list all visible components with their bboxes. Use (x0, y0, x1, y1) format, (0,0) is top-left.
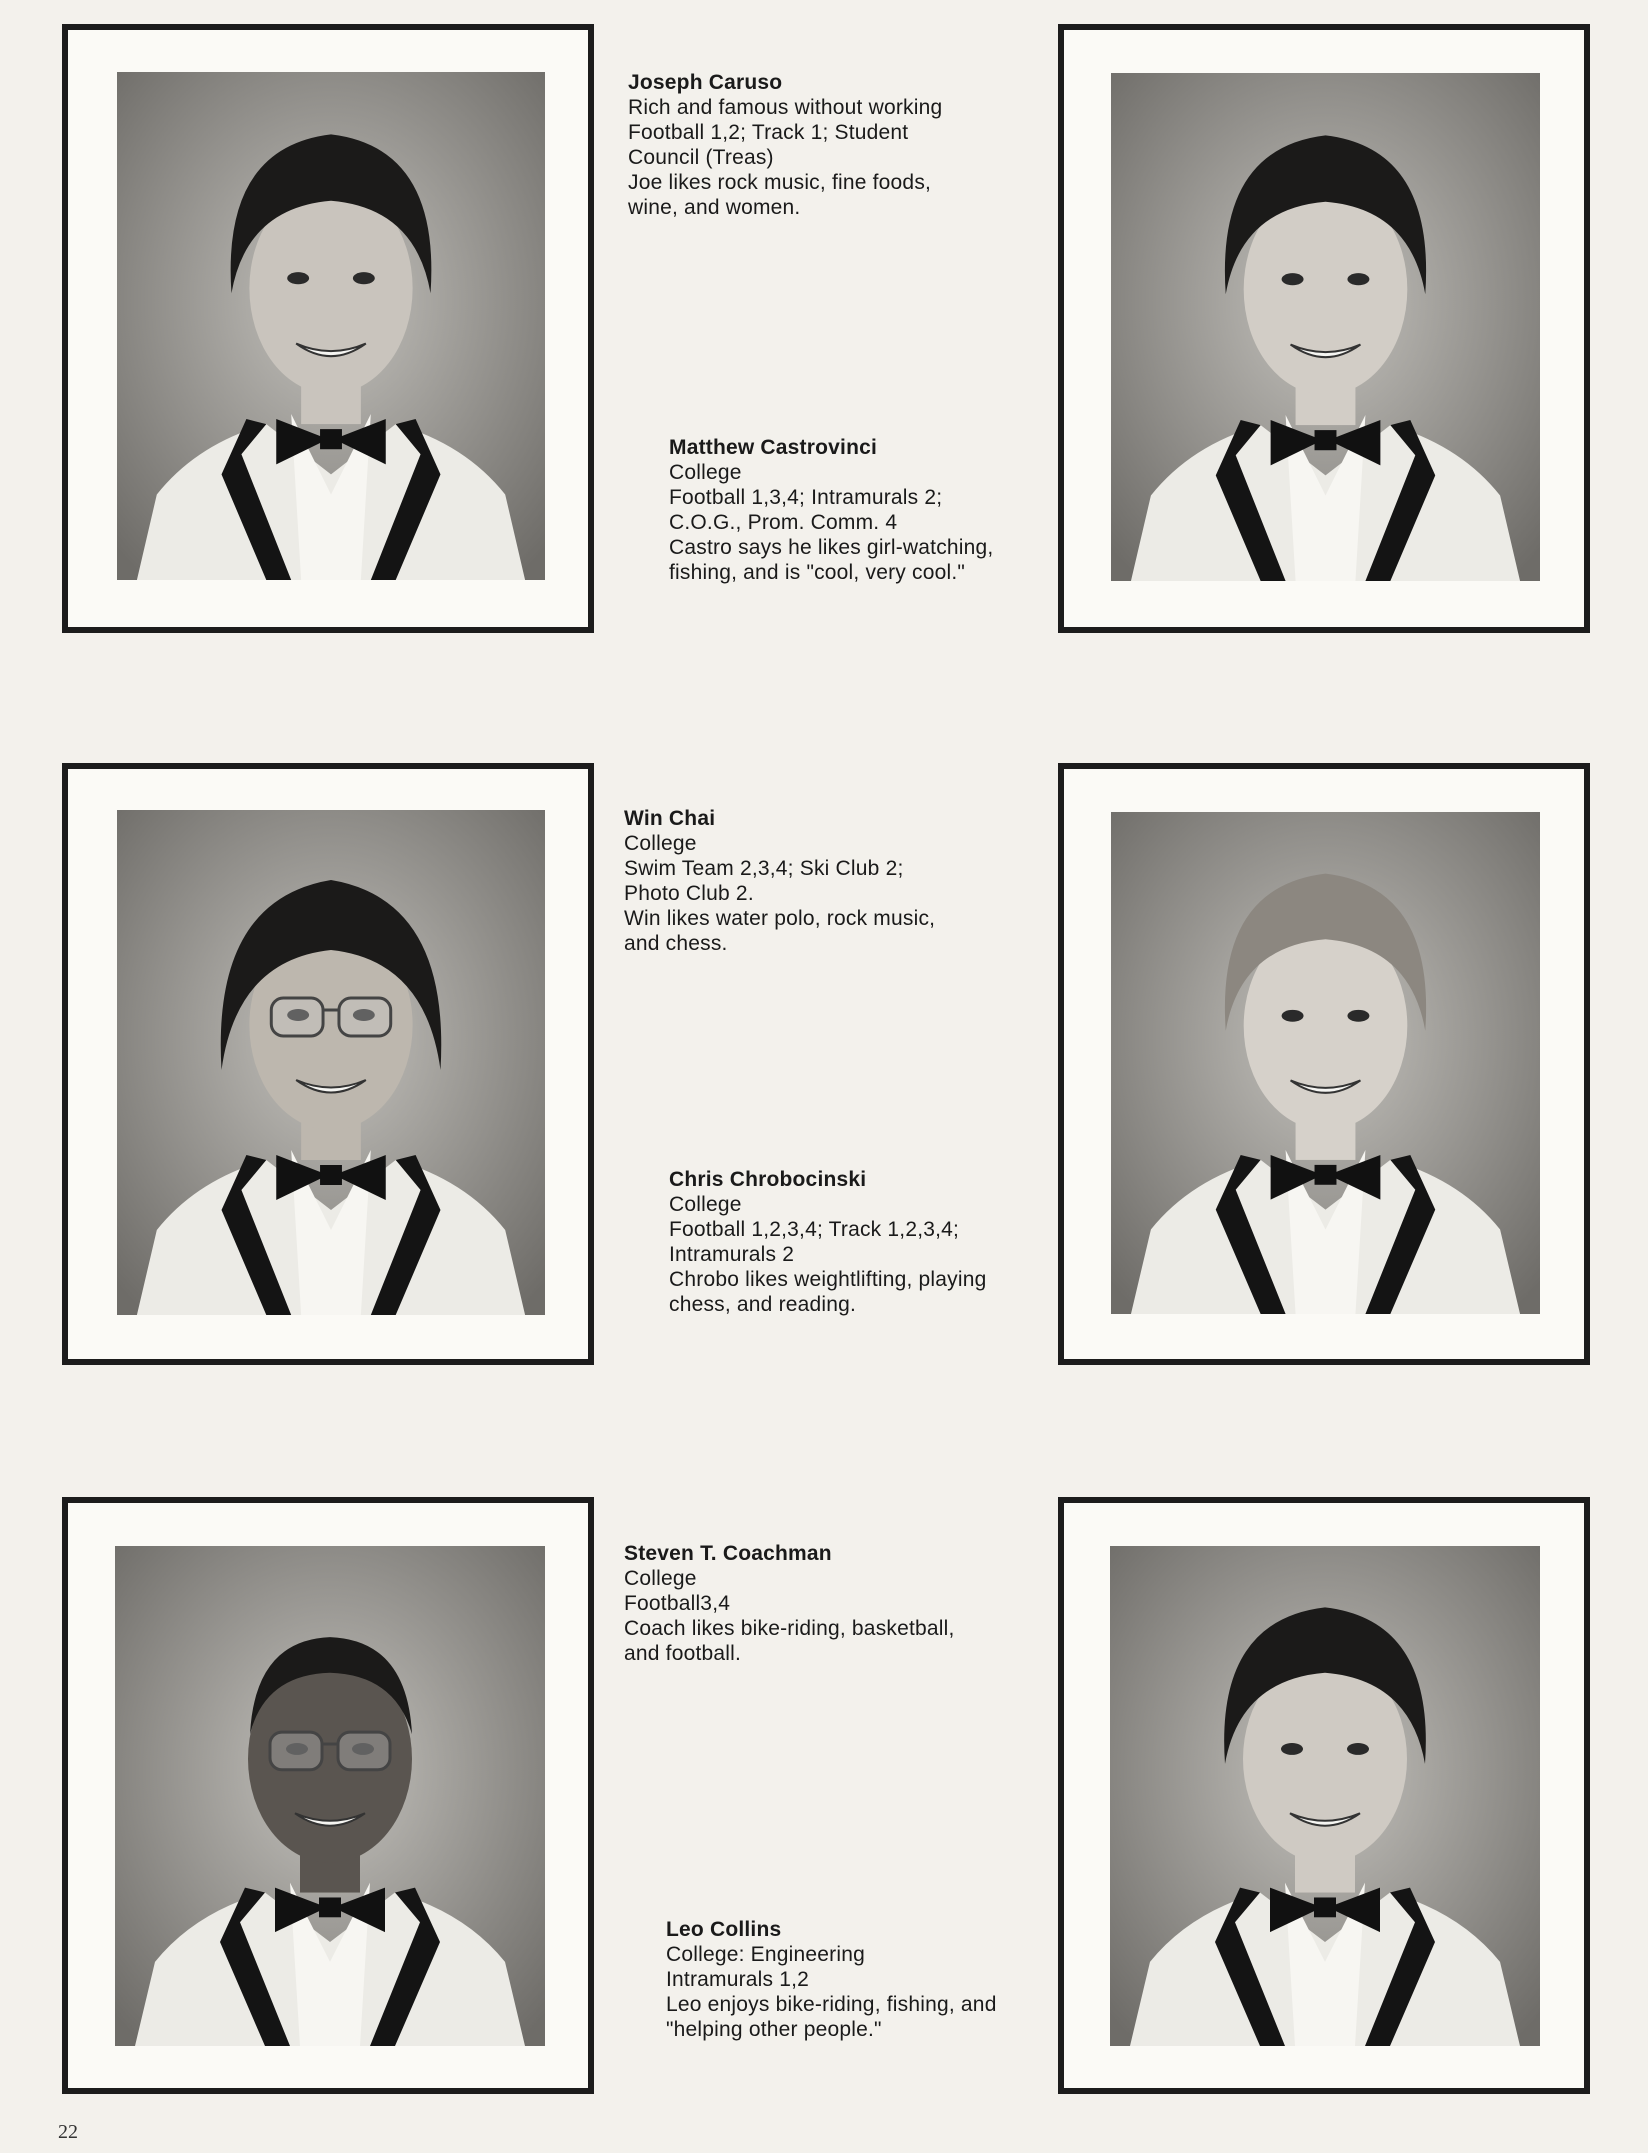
portrait-photo-chrobocinski (1111, 812, 1540, 1314)
bio-collins (666, 1917, 997, 2042)
page-number: 22 (58, 2121, 78, 2143)
student-name: Steven T. Coachman (624, 1542, 832, 1565)
bio-line: College (624, 1567, 697, 1590)
bio-line: Council (Treas) (628, 146, 774, 169)
bio-line: C.O.G., Prom. Comm. 4 (669, 511, 898, 534)
bio-line: wine, and women. (628, 196, 801, 219)
bio-line: College (669, 461, 742, 484)
portrait-photo-caruso (117, 72, 545, 580)
bio-line: Football3,4 (624, 1592, 731, 1615)
bio-line: College (669, 1193, 742, 1216)
bio-coachman (624, 1541, 955, 1666)
portrait-photo-chai (117, 810, 545, 1315)
bio-line: Intramurals 2 (669, 1243, 795, 1266)
student-name: Matthew Castrovinci (669, 436, 878, 459)
student-name: Chris Chrobocinski (669, 1168, 867, 1191)
portrait-photo-castrovinci (1111, 73, 1540, 581)
portrait-photo-collins (1110, 1546, 1540, 2046)
bio-line: and chess. (624, 932, 728, 955)
bio-line: Castro says he likes girl-watching, (669, 536, 994, 559)
bio-line: Intramurals 1,2 (666, 1968, 810, 1991)
bio-line: Photo Club 2. (624, 882, 754, 905)
bio-chrobocinski (669, 1167, 987, 1317)
bio-line: Joe likes rock music, fine foods, (628, 171, 932, 194)
bio-line: fishing, and is "cool, very cool." (669, 561, 966, 584)
bio-line: Coach likes bike-riding, basketball, (624, 1617, 955, 1640)
bio-caruso (628, 70, 942, 220)
bio-line: Football 1,2; Track 1; Student (628, 121, 909, 144)
bio-line: Rich and famous without working (628, 96, 943, 119)
portrait-photo-coachman (115, 1546, 545, 2046)
student-name: Win Chai (624, 807, 716, 830)
bio-line: and football. (624, 1642, 742, 1665)
bio-castrovinci (669, 435, 993, 585)
bio-line: Win likes water polo, rock music, (624, 907, 936, 930)
bio-line: College: Engineering (666, 1943, 865, 1966)
student-name: Leo Collins (666, 1918, 782, 1941)
bio-line: Leo enjoys bike-riding, fishing, and (666, 1993, 997, 2016)
bio-chai (624, 806, 935, 956)
bio-line: "helping other people." (666, 2018, 882, 2041)
bio-line: Football 1,2,3,4; Track 1,2,3,4; (669, 1218, 960, 1241)
bio-line: Football 1,3,4; Intramurals 2; (669, 486, 943, 509)
bio-line: chess, and reading. (669, 1293, 857, 1316)
bio-line: Chrobo likes weightlifting, playing (669, 1268, 987, 1291)
bio-line: Swim Team 2,3,4; Ski Club 2; (624, 857, 904, 880)
student-name: Joseph Caruso (628, 71, 783, 94)
bio-line: College (624, 832, 697, 855)
